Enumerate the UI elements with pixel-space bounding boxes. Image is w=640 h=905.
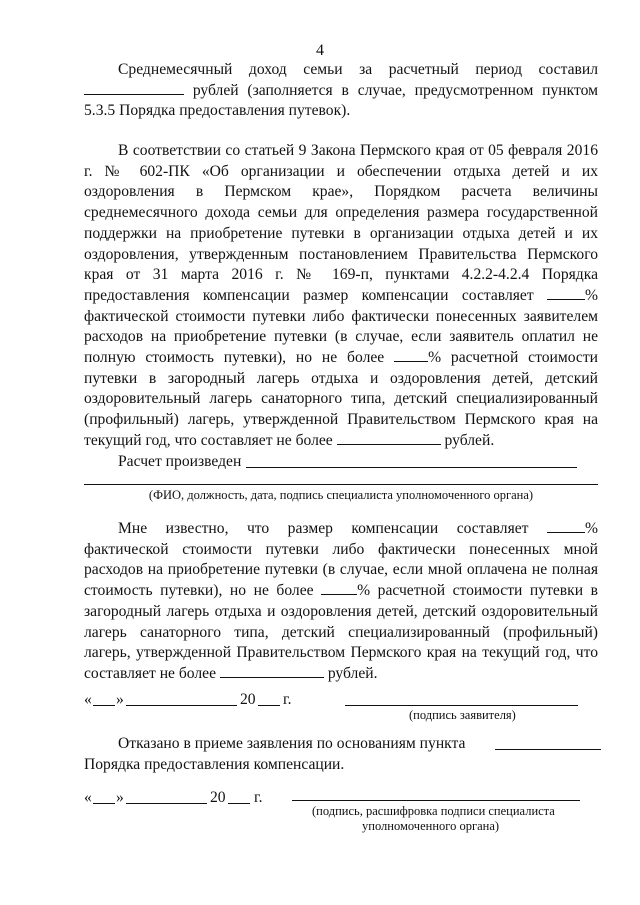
aware-text-2: % фактической стоимости путевки либо фактически понесенных мной расходов на приобретение путевки (в случае, если мной оплачена не полная стоимость путевки), но не более <box>84 520 598 600</box>
date2-month-line <box>126 803 207 804</box>
refusal-clause-line <box>495 749 601 750</box>
date2-g: г. <box>254 789 263 806</box>
refusal-text-2: Порядка предоставления компенсации. <box>84 756 345 773</box>
date1-g: г. <box>283 691 292 708</box>
refusal-text-1: Отказано в приеме заявления по основаниям пункта <box>118 735 466 752</box>
date1-close-quote: » <box>116 691 124 708</box>
aware-paragraph <box>84 519 598 685</box>
calc-full-line <box>84 484 598 485</box>
date1-day-line <box>93 705 115 706</box>
law-text-1: В соответствии со статьей 9 Закона Пермского края от 05 февраля 2016 г. № 602-ПК «Об организации и обеспечении отдыха детей и их оздоровления в Пермском крае», Порядком расчета величины среднемесячного дохода семьи для определения размера государственной поддержки на приобретение путевки в организации отдыха детей и их оздоровления, утвержденным постановлением Правительства Пермского края от 31 марта 2016 г. № 169-п, пунктами 4.2.2-4.2.4 Порядка предоставления компенсации размер компенсации составляет <box>84 142 598 304</box>
specialist-caption-2: уполномоченного органа) <box>362 819 500 833</box>
aware-amount-blank <box>220 664 324 678</box>
aware-text-3: % расчетной стоимости путевки в загородный лагерь отдыха и оздоровления детей, детский оздоровительный лагерь санаторного типа, детский специализированный (профильный) лагерь, утвержденной Правительством Пермского края на текущий год, что составляет не более <box>84 582 598 682</box>
date2-year: 20 <box>210 789 226 806</box>
date1-year-line <box>258 705 280 706</box>
calc-label: Расчет произведен <box>118 453 242 470</box>
law-amount-blank <box>337 431 441 445</box>
income-text-2: рублей (заполняется в случае, предусмотренном пунктом 5.3.5 Порядка предоставления путевок). <box>84 81 598 120</box>
law-paragraph <box>84 141 598 452</box>
law-text-3: % расчетной стоимости путевки в загородный лагерь отдыха и оздоровления детей, детский оздоровительный лагерь санаторного типа, детский специализированный (профильный) лагерь, утвержденной Правительством Пермского края на текущий год, что составляет не более <box>84 349 598 449</box>
law-text-4: рублей. <box>444 431 495 449</box>
income-blank <box>84 81 184 95</box>
date1-open-quote: « <box>84 691 92 708</box>
law-text-2: % фактической стоимости путевки либо фактически понесенных заявителем расходов на приобретение путевки (в случае, если заявитель оплатил не полную стоимость путевки), но не более <box>84 286 598 367</box>
law-percent-blank-2 <box>394 348 428 362</box>
aware-text-1: Мне известно, что размер компенсации составляет <box>118 520 529 537</box>
date2-close-quote: » <box>116 789 124 806</box>
applicant-signature-caption: (подпись заявителя) <box>409 708 516 722</box>
page-number: 4 <box>316 42 324 59</box>
date2-day-line <box>93 803 115 804</box>
date1-month-line <box>126 705 237 706</box>
applicant-signature-line <box>345 705 578 706</box>
aware-percent-blank-1 <box>547 519 585 533</box>
specialist-caption-1: (подпись, расшифровка подписи специалиста <box>312 804 555 818</box>
income-text-1: Среднемесячный доход семьи за расчетный период составил <box>118 61 598 78</box>
date1-year: 20 <box>240 691 256 708</box>
specialist-signature-line <box>292 800 580 801</box>
date2-year-line <box>228 803 250 804</box>
calc-caption: (ФИО, должность, дата, подпись специалиста уполномоченного органа) <box>148 488 534 502</box>
law-percent-blank-1 <box>547 286 585 300</box>
aware-text-4: рублей. <box>327 664 378 682</box>
date2-open-quote: « <box>84 789 92 806</box>
income-paragraph <box>84 60 598 122</box>
aware-percent-blank-2 <box>321 581 357 595</box>
calc-line <box>246 467 577 468</box>
